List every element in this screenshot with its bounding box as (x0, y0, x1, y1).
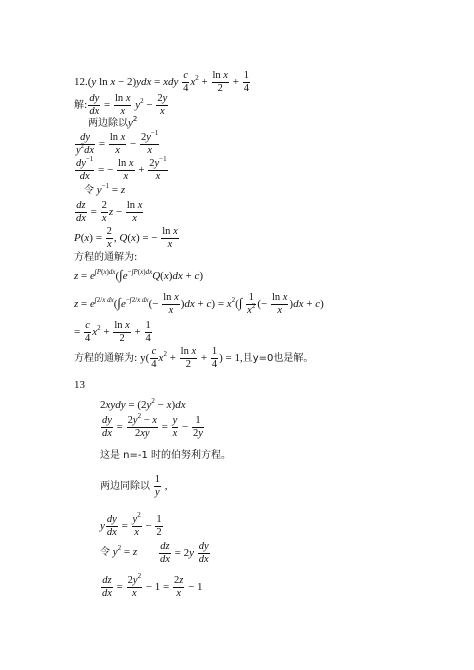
p12-step4: $\frac{dz}{dx}$ = $\frac{2}{x}$ z − $\frac{\text{ln x}}{x}$ (76, 200, 143, 224)
p12-step2: $\frac{dy}{y^2dx}$ = $\frac{\text{ln x}}{x}$ − $\frac{2y^{-1}}{x}$ (76, 129, 159, 156)
p12-step6: $z = e^{\int 2/x dx}(\int e^{-\int 2/x dx}(-$ $\frac{\text{ln x}}{x}$ )$dx + c) = x^2(\int$ $\frac{1}{x^2}$ (− $\frac{\text{ln x}}{x}$ )dx + c) (74, 292, 324, 316)
p13-eq2: $\frac{dy}{dx}$ = $\frac{2y^2 - x}{2xy}$ = $\frac{y}{x}$ − $\frac{1}{2y}$ (102, 412, 203, 439)
p13-note-multiply: 两边同除以 $\frac{1}{y}$ , (100, 474, 168, 498)
p13-eq1: 2xydy = $(2y^2 - x)dx$ (100, 397, 186, 411)
p12-note-divide: 两边除以$y^2$ (88, 115, 138, 129)
p12-heading: 12.(y ln x − 2)ydx = xdy $\frac{c}{4}$ $x^2$ + $\frac{\text{ln x}}{2}$ + $\frac{1}{4}$ (74, 70, 249, 94)
p12-step5: P(x) = $\frac{2}{x}$ , Q(x) = − $\frac{\text{ln x}}{x}$ (74, 226, 178, 250)
p13-number: 13 (74, 379, 85, 391)
p13-eq4: $\frac{dz}{dx}$ = 2y $\frac{dy}{dx}$ (160, 541, 209, 565)
p13-note-bernoulli: 这是 n=-1 时的伯努利方程。 (100, 450, 232, 461)
p12-solution-step1: 解: $\frac{dy}{dx}$ = $\frac{\text{ln x}}{x}$ $y^2$ − $\frac{2y}{x}$ (74, 93, 168, 117)
p13-eq3: y $\frac{dy}{dx}$ = $\frac{y^2}{x}$ − $\frac{1}{2}$ (100, 511, 162, 538)
p12-step7: = $\frac{c}{4}$ $x^2$ + $\frac{\text{ln x}}{2}$ + $\frac{1}{4}$ (74, 320, 151, 344)
p12-note-general: 方程的通解为: (74, 252, 138, 263)
p13-eq5: $\frac{dz}{dx}$ = $\frac{2y^2}{x}$ − 1 = $\frac{2z}{x}$ − 1 (102, 572, 203, 599)
p12-formula: $z = e^{\int P(x)dx}(\int e^{-\int P(x)dx}Q(x)dx + c)$ (74, 267, 204, 282)
p12-step3: $\frac{dy^{-1}}{dx}$ = − $\frac{\text{ln x}}{x}$ + $\frac{2y^{-1}}{x}$ (76, 155, 167, 182)
p12-note-let: 令 $y^{-1} = z$ (84, 182, 126, 196)
p12-final: 方程的通解为: y( $\frac{c}{4}$ $x^2$ + $\frac{\text{ln x}}{2}$ + $\frac{1}{4}$ ) = 1,且y=0也是解。 (74, 346, 314, 370)
p13-let: 令 $y^2 = z$ (100, 544, 138, 558)
